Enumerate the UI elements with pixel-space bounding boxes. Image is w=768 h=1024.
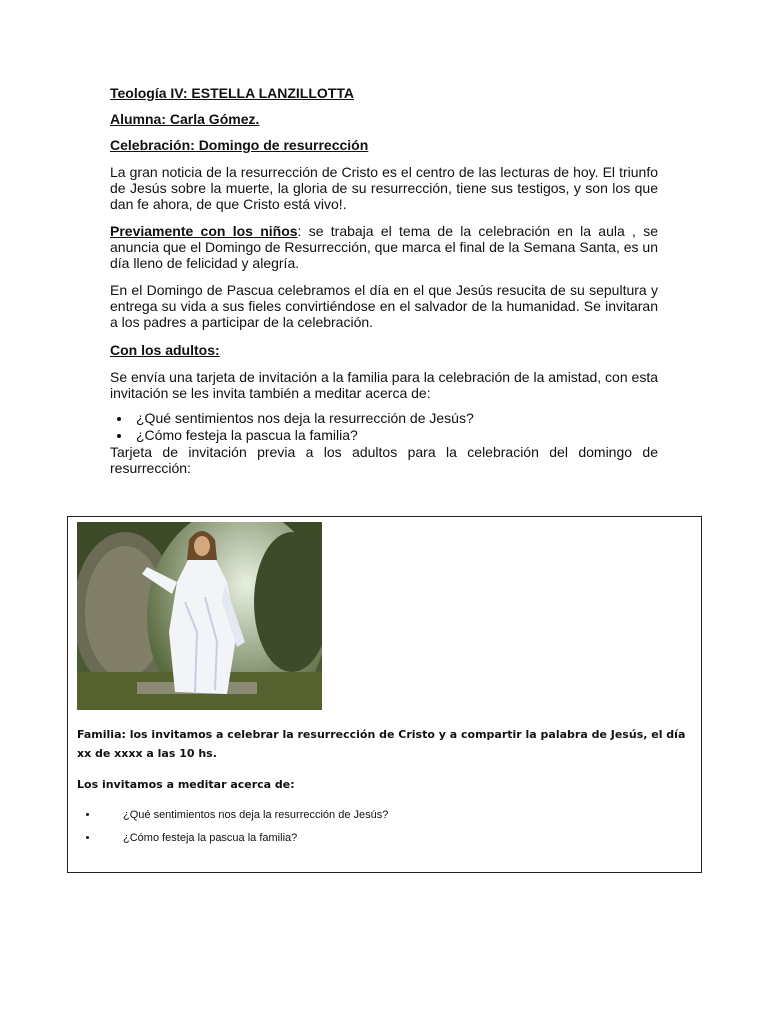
- children-paragraph: [110, 223, 658, 271]
- easter-paragraph: En el Domingo de Pascua celebramos el día en el que Jesús resucita de su sepultura y entrega su vida a sus fieles convirtiéndose en el salvador de la humanidad. Se invitaran a los padres a participar de la celebración.: [110, 282, 658, 330]
- list-item: • ¿Qué sentimientos nos deja la resurrección de Jesús?: [132, 410, 658, 427]
- children-text: : se trabaja el tema de la celebración en la aula , se anuncia que el Domingo de Resurrección, que marca el final de la Semana Santa, es un día lleno de felicidad y alegría.: [110, 223, 658, 271]
- document-body: [110, 84, 658, 476]
- card-text: [77, 725, 689, 850]
- card-meditate: Los invitamos a meditar acerca de:: [77, 778, 295, 791]
- resurrection-image: [77, 522, 322, 710]
- card-invitation: Familia: los invitamos a celebrar la resurrección de Cristo y a compartir la palabra de Jesús, el día xx de xxxx a las 10 hs.: [77, 728, 686, 760]
- adults-intro: Se envía una tarjeta de invitación a la familia para la celebración de la amistad, con esta invitación se les invita también a meditar acerca de:: [110, 369, 658, 401]
- list-item: • ¿Qué sentimientos nos deja la resurrección de Jesús?: [99, 804, 689, 827]
- student-name: Alumna: Carla Gómez.: [110, 111, 260, 127]
- course-title: Teología IV: ESTELLA LANZILLOTTA: [110, 85, 354, 101]
- list-item: • ¿Cómo festeja la pascua la familia?: [132, 427, 658, 444]
- children-lead: Previamente con los niños: [110, 223, 298, 239]
- card-intro: Tarjeta de invitación previa a los adultos para la celebración del domingo de resurrección:: [110, 444, 658, 476]
- celebration-title: Celebración: Domingo de resurrección: [110, 137, 369, 153]
- intro-paragraph: La gran noticia de la resurrección de Cristo es el centro de las lecturas de hoy. El triunfo de Jesús sobre la muerte, la gloria de su resurrección, tiene sus testigos, y son los que dan fe ahora, de que Cristo está vivo!.: [110, 164, 658, 212]
- invitation-card: [67, 516, 702, 873]
- question-list: [110, 410, 658, 444]
- adults-heading: Con los adultos:: [110, 342, 220, 358]
- card-question-list: [77, 804, 689, 850]
- list-item: • ¿Cómo festeja la pascua la familia?: [99, 827, 689, 850]
